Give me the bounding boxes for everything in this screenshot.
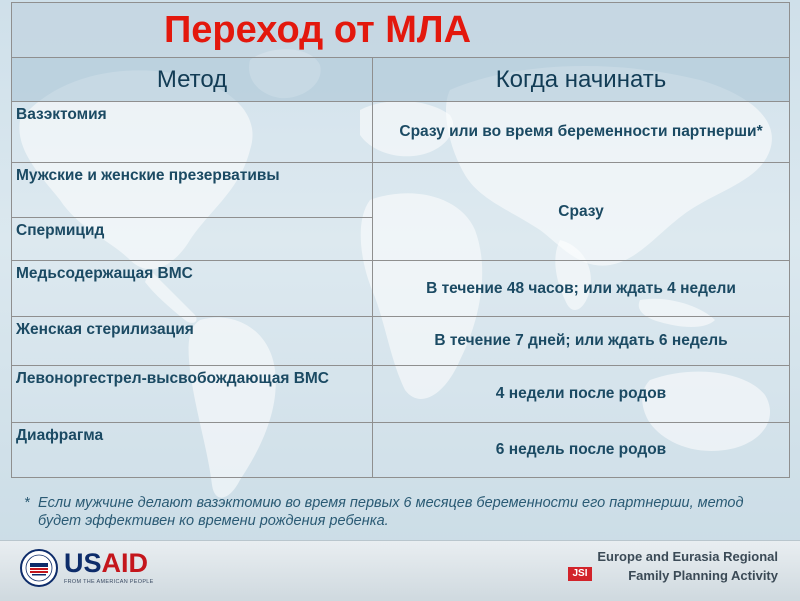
table-row	[12, 423, 790, 478]
when-cell: В течение 7 дней; или ждать 6 недель	[373, 317, 790, 366]
header-row	[12, 58, 790, 102]
jsi-logo-text: JSI	[568, 567, 592, 581]
usaid-seal-icon	[20, 549, 58, 587]
column-header-method: Метод	[12, 58, 373, 102]
jsi-logo	[568, 567, 592, 589]
footnote-marker: *	[24, 495, 30, 511]
title-row	[12, 3, 790, 58]
region-label: Europe and Eurasia Regional	[597, 549, 778, 564]
method-cell: Женская стерилизация	[12, 317, 373, 366]
slide-title: Переход от МЛА	[12, 3, 790, 58]
when-cell: 4 недели после родов	[373, 366, 790, 423]
method-cell: Медьсодержащая ВМС	[12, 261, 373, 317]
table-row	[12, 366, 790, 423]
usaid-aid: AID	[101, 548, 149, 578]
methods-table	[11, 2, 790, 478]
when-cell: Сразу или во время беременности партнерши*	[373, 102, 790, 163]
footnote-text: Если мужчине делают вазэктомию во время первых 6 месяцев беременности его партнерши, метод будет эффективен ко времени рождения ребенка.	[38, 495, 744, 529]
when-cell: В течение 48 часов; или ждать 4 недели	[373, 261, 790, 317]
method-cell: Спермицид	[12, 218, 373, 261]
when-cell: Сразу	[373, 163, 790, 261]
table-row	[12, 163, 790, 218]
method-cell: Мужские и женские презервативы	[12, 163, 373, 218]
footnote	[24, 494, 778, 530]
usaid-us: US	[64, 548, 102, 578]
when-cell: 6 недель после родов	[373, 423, 790, 478]
table-row	[12, 102, 790, 163]
footer-bar	[0, 540, 800, 601]
usaid-tagline: FROM THE AMERICAN PEOPLE	[64, 579, 154, 585]
method-cell: Левоноргестрел-высвобождающая ВМС	[12, 366, 373, 423]
method-cell: Диафрагма	[12, 423, 373, 478]
table-row	[12, 317, 790, 366]
method-cell: Вазэктомия	[12, 102, 373, 163]
usaid-wordmark	[64, 548, 148, 579]
activity-label: Family Planning Activity	[628, 568, 778, 583]
column-header-when: Когда начинать	[373, 58, 790, 102]
table-row	[12, 261, 790, 317]
